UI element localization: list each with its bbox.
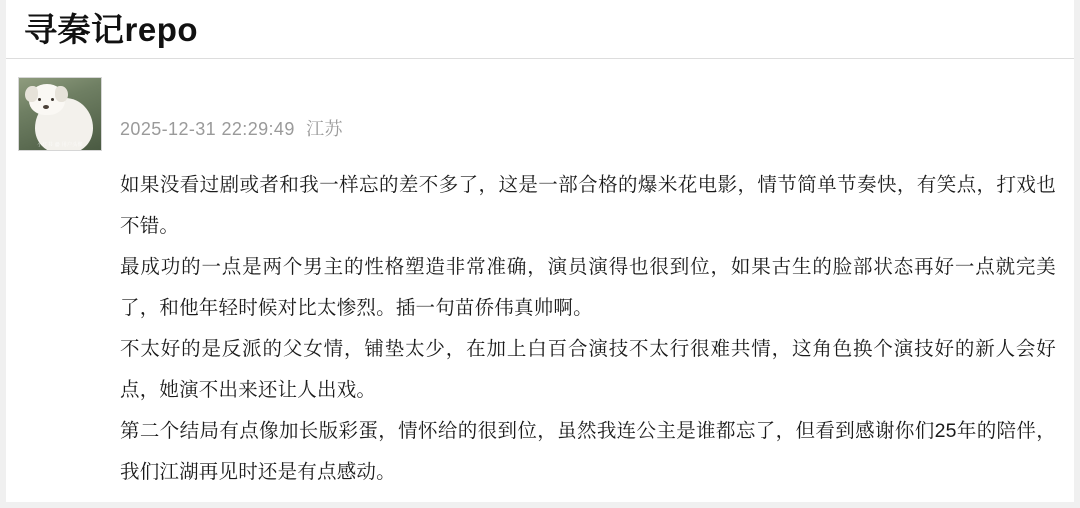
avatar-dog-ear-left bbox=[25, 86, 38, 102]
avatar-column bbox=[18, 73, 112, 493]
avatar-dog-eye-right bbox=[51, 98, 54, 101]
page-title: 寻秦记repo bbox=[24, 11, 199, 48]
content-column bbox=[112, 73, 1074, 493]
post-paragraph: 不太好的是反派的父女情，铺垫太少，在加上白百合演技不太行很难共情，这角色换个演技好的新人会好点，她演不出来还让人出戏。 bbox=[120, 338, 1056, 401]
post-body bbox=[6, 59, 1074, 493]
post-content bbox=[112, 141, 1056, 493]
avatar-dog-nose bbox=[43, 105, 49, 109]
title-bar bbox=[6, 0, 1074, 59]
avatar[interactable] bbox=[18, 77, 102, 151]
post-paragraph: 如果没看过剧或者和我一样忘的差不多了，这是一部合格的爆米花电影，情节简单节奏快，有笑点，打戏也不错。 bbox=[120, 174, 1056, 237]
post-timestamp: 2025-12-31 22:29:49 bbox=[120, 119, 295, 139]
avatar-watermark: 小红书 @ 用户头像 bbox=[37, 142, 83, 148]
post-location: 江苏 bbox=[306, 119, 343, 139]
post-paragraph: 第二个结局有点像加长版彩蛋，情怀给的很到位，虽然我连公主是谁都忘了，但看到感谢你们25年的陪伴，我们江湖再见时还是有点感动。 bbox=[120, 420, 1056, 483]
avatar-dog-eye-left bbox=[38, 98, 41, 101]
post-paragraph: 最成功的一点是两个男主的性格塑造非常准确，演员演得也很到位，如果古生的脸部状态再好一点就完美了，和他年轻时候对比太惨烈。插一句苗侨伟真帅啊。 bbox=[120, 256, 1056, 319]
avatar-dog-ear-right bbox=[55, 86, 68, 102]
post-meta bbox=[112, 73, 1056, 141]
